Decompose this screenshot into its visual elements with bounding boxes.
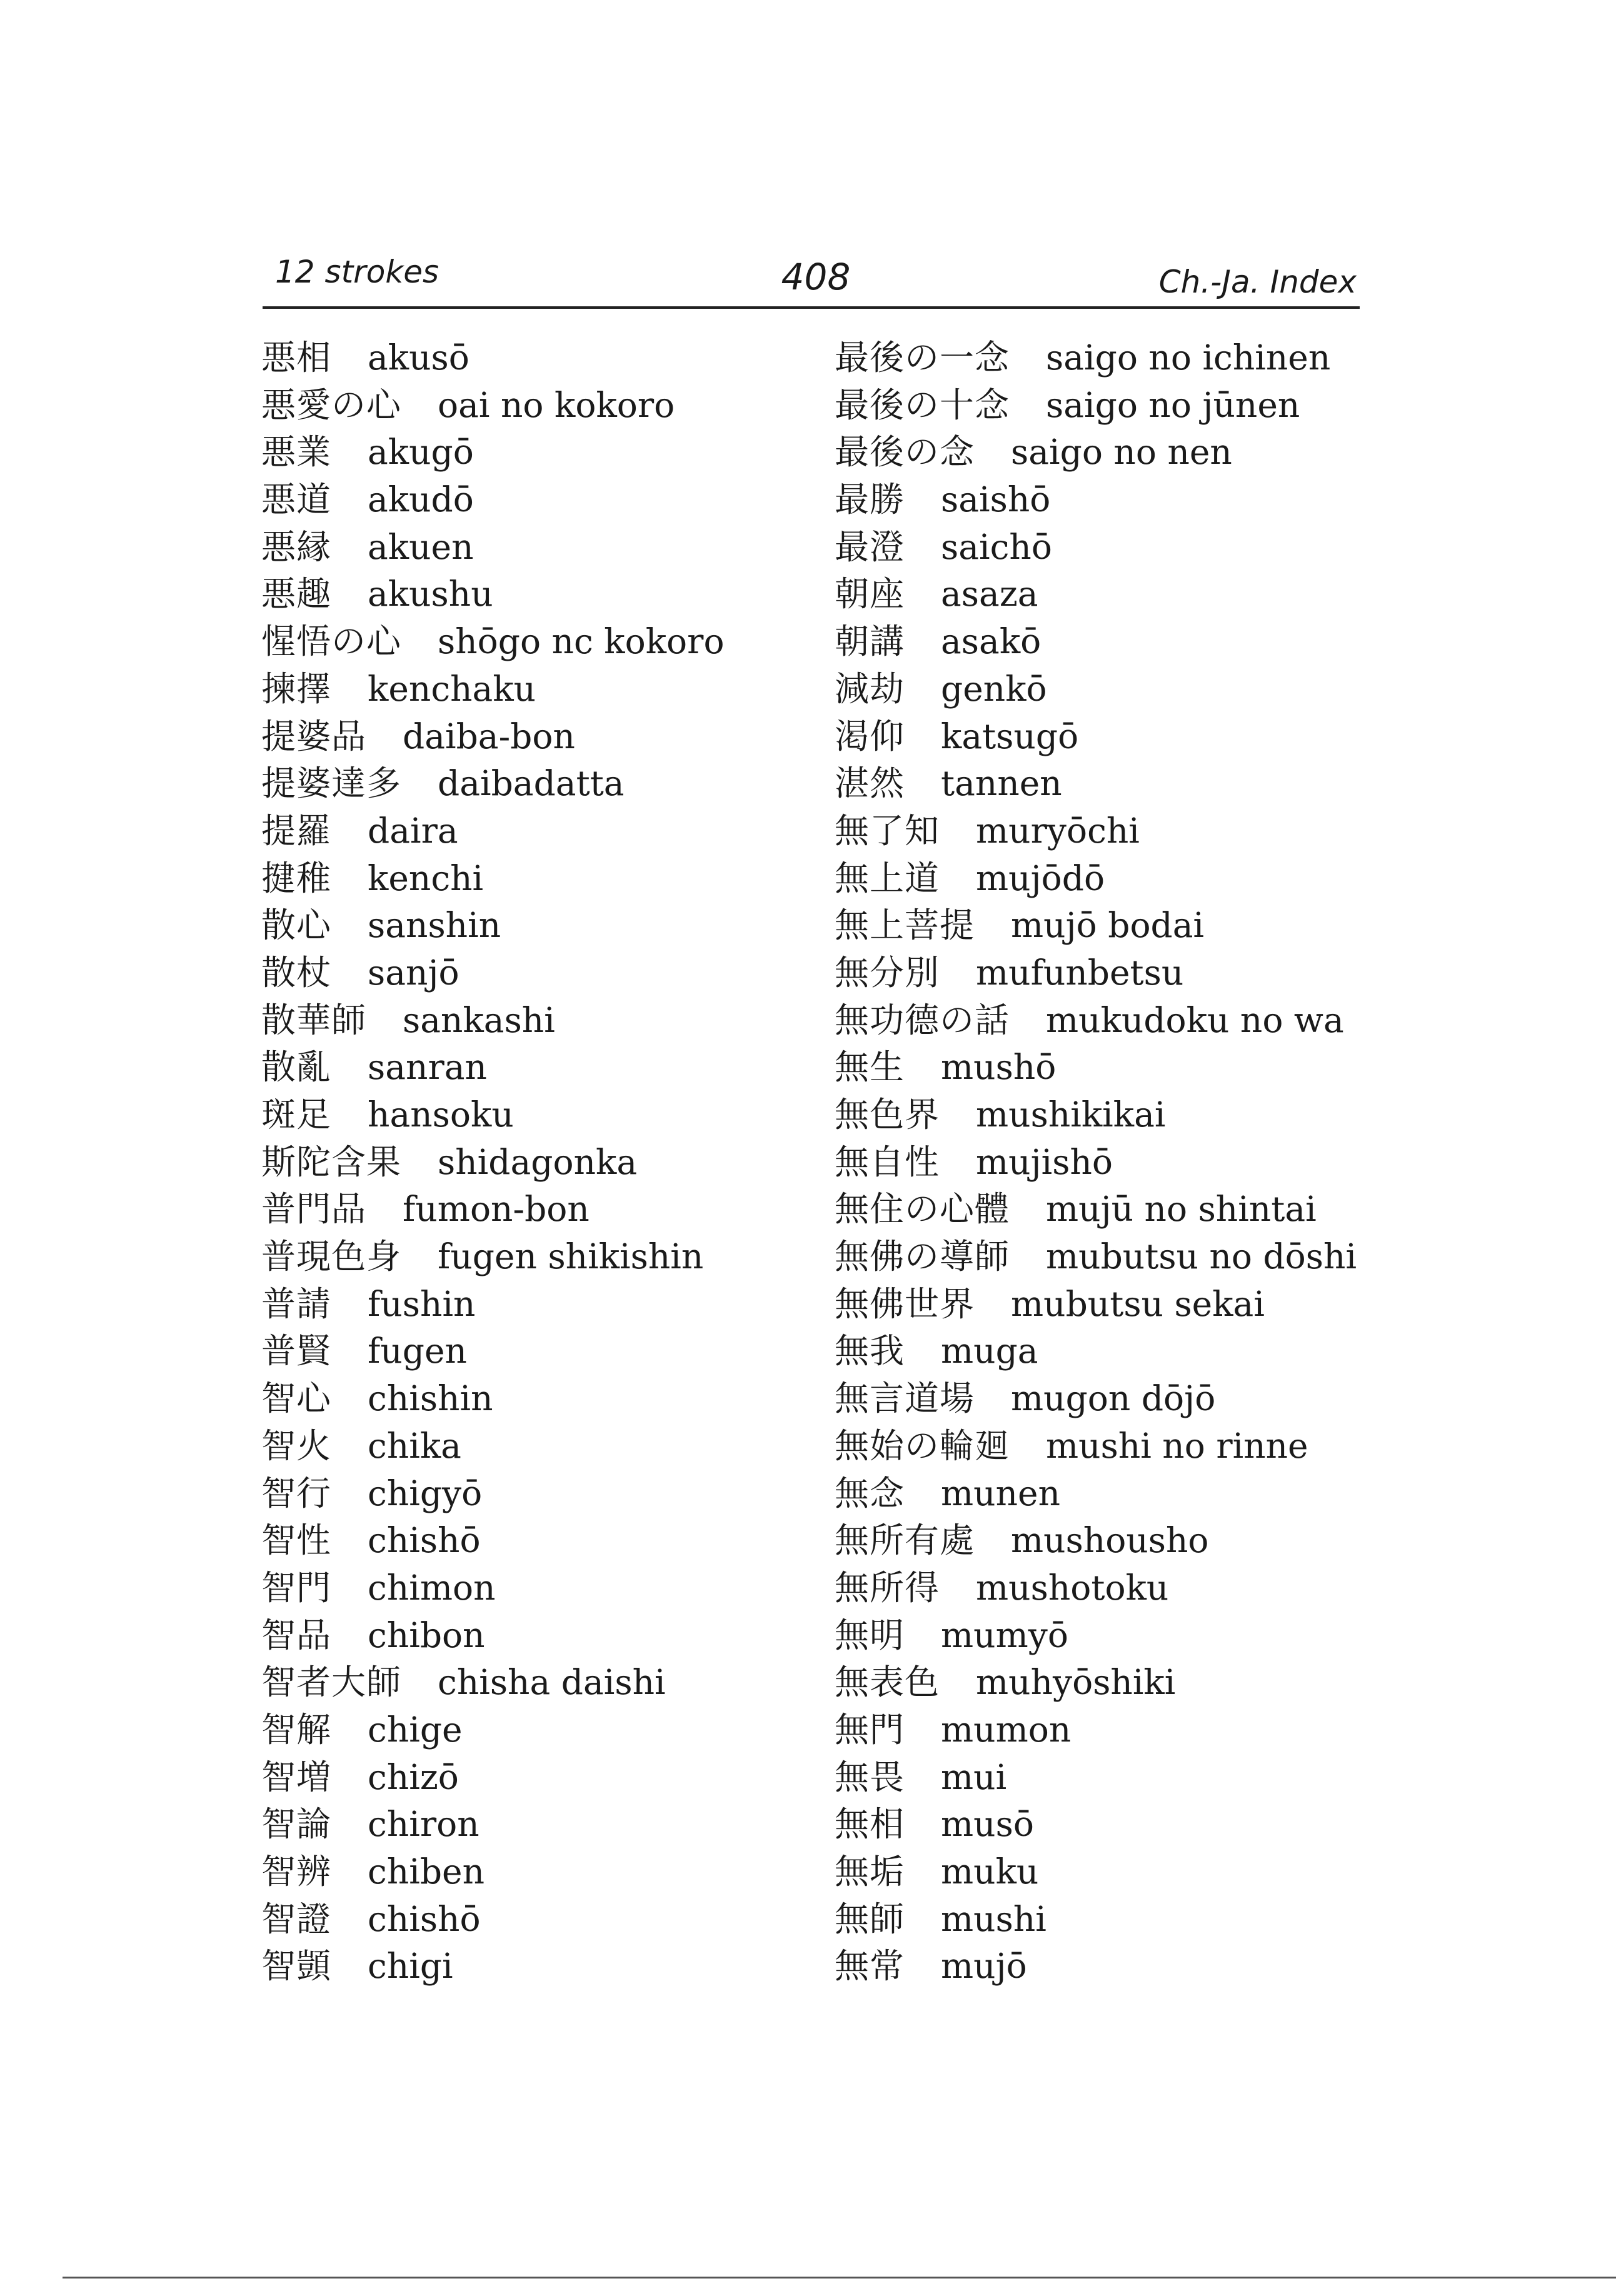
index-entry bbox=[835, 429, 1372, 476]
index-entry bbox=[261, 476, 824, 524]
entry-romaji: mugon dōjō bbox=[1011, 1378, 1216, 1419]
entry-romaji: chika bbox=[368, 1425, 461, 1466]
entry-romaji: kenchi bbox=[368, 858, 484, 898]
entry-kanji: 渇仰 bbox=[835, 716, 905, 756]
entry-romaji: saigo no jūnen bbox=[1046, 384, 1300, 425]
index-entry bbox=[835, 1754, 1372, 1802]
entry-romaji: chishin bbox=[368, 1378, 493, 1419]
entry-kanji: 提婆達多 bbox=[261, 763, 402, 804]
entry-romaji: saichō bbox=[941, 526, 1052, 567]
index-entry bbox=[835, 1517, 1372, 1565]
index-entry bbox=[835, 666, 1372, 713]
entry-romaji: mubutsu sekai bbox=[1011, 1283, 1265, 1324]
entry-kanji: 湛然 bbox=[835, 763, 905, 804]
index-title: Ch.-Ja. Index bbox=[1158, 264, 1357, 300]
entry-romaji: akusō bbox=[368, 338, 469, 378]
index-entry bbox=[261, 1375, 824, 1423]
entry-romaji: shōgo nc kokoro bbox=[438, 621, 725, 662]
entry-romaji: saishō bbox=[941, 479, 1051, 520]
entry-kanji: 揵稚 bbox=[261, 858, 332, 898]
index-entry bbox=[835, 1186, 1372, 1233]
index-entry bbox=[261, 1707, 824, 1754]
entry-romaji: akugō bbox=[368, 432, 474, 473]
entry-kanji: 無功德の話 bbox=[835, 1000, 1010, 1040]
index-entry bbox=[261, 1281, 824, 1328]
entry-kanji: 無常 bbox=[835, 1946, 905, 1987]
entry-kanji: 無佛世界 bbox=[835, 1283, 975, 1324]
entry-romaji: akudō bbox=[368, 479, 474, 520]
entry-romaji: mumyō bbox=[941, 1615, 1068, 1655]
page-header bbox=[275, 250, 1357, 300]
entry-kanji: 無住の心體 bbox=[835, 1189, 1010, 1230]
index-entry bbox=[835, 334, 1372, 382]
index-entry bbox=[835, 1848, 1372, 1896]
entry-kanji: 散華師 bbox=[261, 1000, 367, 1040]
entry-romaji: hansoku bbox=[368, 1095, 514, 1135]
entry-romaji: oai no kokoro bbox=[438, 384, 675, 425]
index-entry bbox=[261, 1754, 824, 1802]
entry-romaji: musō bbox=[941, 1804, 1034, 1845]
entry-kanji: 無了知 bbox=[835, 810, 940, 851]
entry-kanji: 智證 bbox=[261, 1898, 332, 1939]
entry-romaji: chisha daishi bbox=[438, 1662, 666, 1703]
index-entry bbox=[261, 1612, 824, 1660]
index-entry bbox=[261, 1659, 824, 1707]
entry-kanji: 智門 bbox=[261, 1567, 332, 1608]
entry-romaji: muhyōshiki bbox=[976, 1662, 1176, 1703]
entry-kanji: 最澄 bbox=[835, 526, 905, 567]
entry-romaji: mufunbetsu bbox=[976, 952, 1184, 993]
index-entry bbox=[261, 1801, 824, 1848]
index-entry bbox=[835, 1328, 1372, 1375]
index-entry bbox=[261, 382, 824, 429]
entry-romaji: mumon bbox=[941, 1709, 1071, 1750]
index-entry bbox=[835, 1281, 1372, 1328]
entry-romaji: katsugō bbox=[941, 716, 1079, 756]
entry-romaji: muga bbox=[941, 1331, 1038, 1371]
entry-kanji: 無明 bbox=[835, 1615, 905, 1655]
entry-kanji: 智火 bbox=[261, 1425, 332, 1466]
entry-romaji: fumon-bon bbox=[403, 1189, 590, 1230]
index-entry bbox=[835, 950, 1372, 997]
entry-kanji: 悪道 bbox=[261, 479, 332, 520]
entry-kanji: 朝講 bbox=[835, 621, 905, 662]
index-entry bbox=[835, 1233, 1372, 1281]
entry-romaji: daira bbox=[368, 810, 458, 851]
entry-romaji: chiron bbox=[368, 1804, 479, 1845]
entry-romaji: shidagonka bbox=[438, 1141, 638, 1182]
entry-kanji: 悪相 bbox=[261, 338, 332, 378]
entry-romaji: chigyō bbox=[368, 1473, 483, 1513]
entry-romaji: chishō bbox=[368, 1898, 481, 1939]
index-entry bbox=[835, 618, 1372, 666]
index-entry bbox=[261, 1470, 824, 1518]
index-entry bbox=[835, 1044, 1372, 1091]
entry-kanji: 無自性 bbox=[835, 1141, 940, 1182]
entry-kanji: 悪趣 bbox=[261, 574, 332, 614]
entry-kanji: 無門 bbox=[835, 1709, 905, 1750]
entry-romaji: asaza bbox=[941, 574, 1038, 614]
index-entry bbox=[835, 855, 1372, 903]
entry-kanji: 普門品 bbox=[261, 1189, 367, 1230]
entry-romaji: chibon bbox=[368, 1615, 485, 1655]
entry-kanji: 最後の十念 bbox=[835, 384, 1010, 425]
index-entry bbox=[835, 476, 1372, 524]
entry-romaji: asakō bbox=[941, 621, 1041, 662]
index-entry bbox=[835, 1707, 1372, 1754]
entry-romaji: sanshin bbox=[368, 905, 501, 946]
index-entry bbox=[261, 713, 824, 761]
entry-kanji: 惺悟の心 bbox=[261, 621, 402, 662]
entry-romaji: sanjō bbox=[368, 952, 459, 993]
entry-kanji: 無分別 bbox=[835, 952, 940, 993]
entry-romaji: mushousho bbox=[1011, 1520, 1209, 1561]
entry-kanji: 無相 bbox=[835, 1804, 905, 1845]
entry-kanji: 普賢 bbox=[261, 1331, 332, 1371]
entry-kanji: 揀擇 bbox=[261, 668, 332, 709]
entry-romaji: chige bbox=[368, 1709, 463, 1750]
entry-kanji: 斑足 bbox=[261, 1095, 332, 1135]
entry-romaji: mujō bbox=[941, 1946, 1027, 1987]
entry-kanji: 無生 bbox=[835, 1047, 905, 1088]
entry-romaji: saigo no ichinen bbox=[1046, 338, 1331, 378]
index-entry bbox=[261, 1233, 824, 1281]
index-entry bbox=[261, 855, 824, 903]
entry-kanji: 無念 bbox=[835, 1473, 905, 1513]
index-entry bbox=[261, 1044, 824, 1091]
index-entry bbox=[261, 429, 824, 476]
entry-kanji: 散亂 bbox=[261, 1047, 332, 1088]
header-rule bbox=[263, 306, 1360, 309]
entry-romaji: fushin bbox=[368, 1283, 476, 1324]
entry-romaji: genkō bbox=[941, 668, 1047, 709]
entry-kanji: 智者大師 bbox=[261, 1662, 402, 1703]
entry-romaji: sankashi bbox=[403, 1000, 555, 1040]
index-entry bbox=[835, 1091, 1372, 1139]
index-entry bbox=[261, 1565, 824, 1612]
index-entry bbox=[261, 1517, 824, 1565]
index-entry bbox=[835, 1801, 1372, 1848]
entry-kanji: 無始の輪廻 bbox=[835, 1425, 1010, 1466]
index-entry bbox=[261, 524, 824, 571]
index-entry bbox=[261, 950, 824, 997]
index-entry bbox=[261, 1139, 824, 1186]
entry-romaji: mujōdō bbox=[976, 858, 1105, 898]
entry-kanji: 朝座 bbox=[835, 574, 905, 614]
left-index-column bbox=[261, 334, 824, 1990]
entry-romaji: mui bbox=[941, 1757, 1007, 1797]
index-entry bbox=[835, 382, 1372, 429]
entry-kanji: 無色界 bbox=[835, 1095, 940, 1135]
entry-kanji: 無表色 bbox=[835, 1662, 940, 1703]
entry-kanji: 無所有處 bbox=[835, 1520, 975, 1561]
entry-kanji: 悪縁 bbox=[261, 526, 332, 567]
index-entry bbox=[835, 902, 1372, 950]
entry-romaji: chimon bbox=[368, 1567, 496, 1608]
entry-romaji: fugen bbox=[368, 1331, 467, 1371]
entry-romaji: munen bbox=[941, 1473, 1060, 1513]
entry-romaji: mushikikai bbox=[976, 1095, 1166, 1135]
entry-kanji: 散心 bbox=[261, 905, 332, 946]
entry-kanji: 普請 bbox=[261, 1283, 332, 1324]
entry-kanji: 普現色身 bbox=[261, 1236, 402, 1277]
entry-kanji: 提婆品 bbox=[261, 716, 367, 756]
index-entry bbox=[835, 1943, 1372, 1990]
entry-kanji: 無上菩提 bbox=[835, 905, 975, 946]
index-entry bbox=[261, 1328, 824, 1375]
entry-romaji: mujō bodai bbox=[1011, 905, 1205, 946]
page-number: 408 bbox=[781, 256, 851, 298]
entry-romaji: mujū no shintai bbox=[1046, 1189, 1317, 1230]
entry-romaji: mushotoku bbox=[976, 1567, 1169, 1608]
entry-kanji: 無所得 bbox=[835, 1567, 940, 1608]
index-entry bbox=[835, 1423, 1372, 1470]
index-entry bbox=[261, 997, 824, 1045]
index-entry bbox=[261, 902, 824, 950]
index-entry bbox=[835, 808, 1372, 855]
entry-romaji: saigo no nen bbox=[1011, 432, 1232, 473]
entry-romaji: akuen bbox=[368, 526, 474, 567]
entry-romaji: kenchaku bbox=[368, 668, 536, 709]
entry-kanji: 無言道場 bbox=[835, 1378, 975, 1419]
entry-romaji: muku bbox=[941, 1852, 1039, 1892]
entry-kanji: 智辨 bbox=[261, 1852, 332, 1892]
entry-kanji: 斯陀含果 bbox=[261, 1141, 402, 1182]
entry-romaji: fugen shikishin bbox=[438, 1236, 704, 1277]
index-entry bbox=[261, 1091, 824, 1139]
entry-romaji: mukudoku no wa bbox=[1046, 1000, 1344, 1040]
index-entry bbox=[261, 760, 824, 808]
index-entry bbox=[261, 334, 824, 382]
index-entry bbox=[261, 808, 824, 855]
entry-kanji: 智品 bbox=[261, 1615, 332, 1655]
entry-kanji: 最後の念 bbox=[835, 432, 975, 473]
entry-romaji: mujishō bbox=[976, 1141, 1113, 1182]
index-entry bbox=[261, 1423, 824, 1470]
index-entry bbox=[261, 666, 824, 713]
index-entry bbox=[835, 1659, 1372, 1707]
entry-kanji: 智行 bbox=[261, 1473, 332, 1513]
entry-kanji: 最後の一念 bbox=[835, 338, 1010, 378]
index-entry bbox=[835, 1139, 1372, 1186]
entry-romaji: mushō bbox=[941, 1047, 1056, 1088]
entry-romaji: daibadatta bbox=[438, 763, 625, 804]
index-entry bbox=[835, 1375, 1372, 1423]
stroke-count-label: 12 strokes bbox=[275, 254, 439, 290]
entry-kanji: 無垢 bbox=[835, 1852, 905, 1892]
entry-kanji: 減劫 bbox=[835, 668, 905, 709]
entry-kanji: 最勝 bbox=[835, 479, 905, 520]
entry-kanji: 悪愛の心 bbox=[261, 384, 402, 425]
index-entry bbox=[835, 524, 1372, 571]
entry-kanji: 無上道 bbox=[835, 858, 940, 898]
entry-romaji: daiba-bon bbox=[403, 716, 575, 756]
entry-romaji: sanran bbox=[368, 1047, 487, 1088]
entry-kanji: 無佛の導師 bbox=[835, 1236, 1010, 1277]
index-entry bbox=[261, 571, 824, 618]
index-entry bbox=[835, 997, 1372, 1045]
entry-kanji: 智論 bbox=[261, 1804, 332, 1845]
index-entry bbox=[261, 618, 824, 666]
entry-kanji: 無畏 bbox=[835, 1757, 905, 1797]
index-entry bbox=[261, 1186, 824, 1233]
index-entry bbox=[261, 1943, 824, 1990]
entry-romaji: mushi no rinne bbox=[1046, 1425, 1308, 1466]
index-entry bbox=[835, 1612, 1372, 1660]
entry-kanji: 無師 bbox=[835, 1898, 905, 1939]
entry-kanji: 智性 bbox=[261, 1520, 332, 1561]
entry-romaji: chizō bbox=[368, 1757, 459, 1797]
right-index-column bbox=[835, 334, 1372, 1990]
index-entry bbox=[835, 760, 1372, 808]
entry-kanji: 無我 bbox=[835, 1331, 905, 1371]
footer-rule bbox=[63, 2277, 1616, 2278]
index-entry bbox=[835, 1565, 1372, 1612]
entry-romaji: tannen bbox=[941, 763, 1062, 804]
entry-romaji: mushi bbox=[941, 1898, 1046, 1939]
entry-romaji: mubutsu no dōshi bbox=[1046, 1236, 1357, 1277]
index-entry bbox=[835, 571, 1372, 618]
entry-romaji: chishō bbox=[368, 1520, 481, 1561]
entry-kanji: 智心 bbox=[261, 1378, 332, 1419]
index-entry bbox=[261, 1848, 824, 1896]
entry-kanji: 智増 bbox=[261, 1757, 332, 1797]
entry-kanji: 智解 bbox=[261, 1709, 332, 1750]
entry-romaji: chiben bbox=[368, 1852, 485, 1892]
entry-kanji: 智顗 bbox=[261, 1946, 332, 1987]
entry-kanji: 提羅 bbox=[261, 810, 332, 851]
index-entry bbox=[261, 1896, 824, 1943]
entry-kanji: 散杖 bbox=[261, 952, 332, 993]
entry-romaji: chigi bbox=[368, 1946, 453, 1987]
index-entry bbox=[835, 1470, 1372, 1518]
index-entry bbox=[835, 1896, 1372, 1943]
index-entry bbox=[835, 713, 1372, 761]
entry-romaji: akushu bbox=[368, 574, 493, 614]
entry-kanji: 悪業 bbox=[261, 432, 332, 473]
entry-romaji: muryōchi bbox=[976, 810, 1140, 851]
